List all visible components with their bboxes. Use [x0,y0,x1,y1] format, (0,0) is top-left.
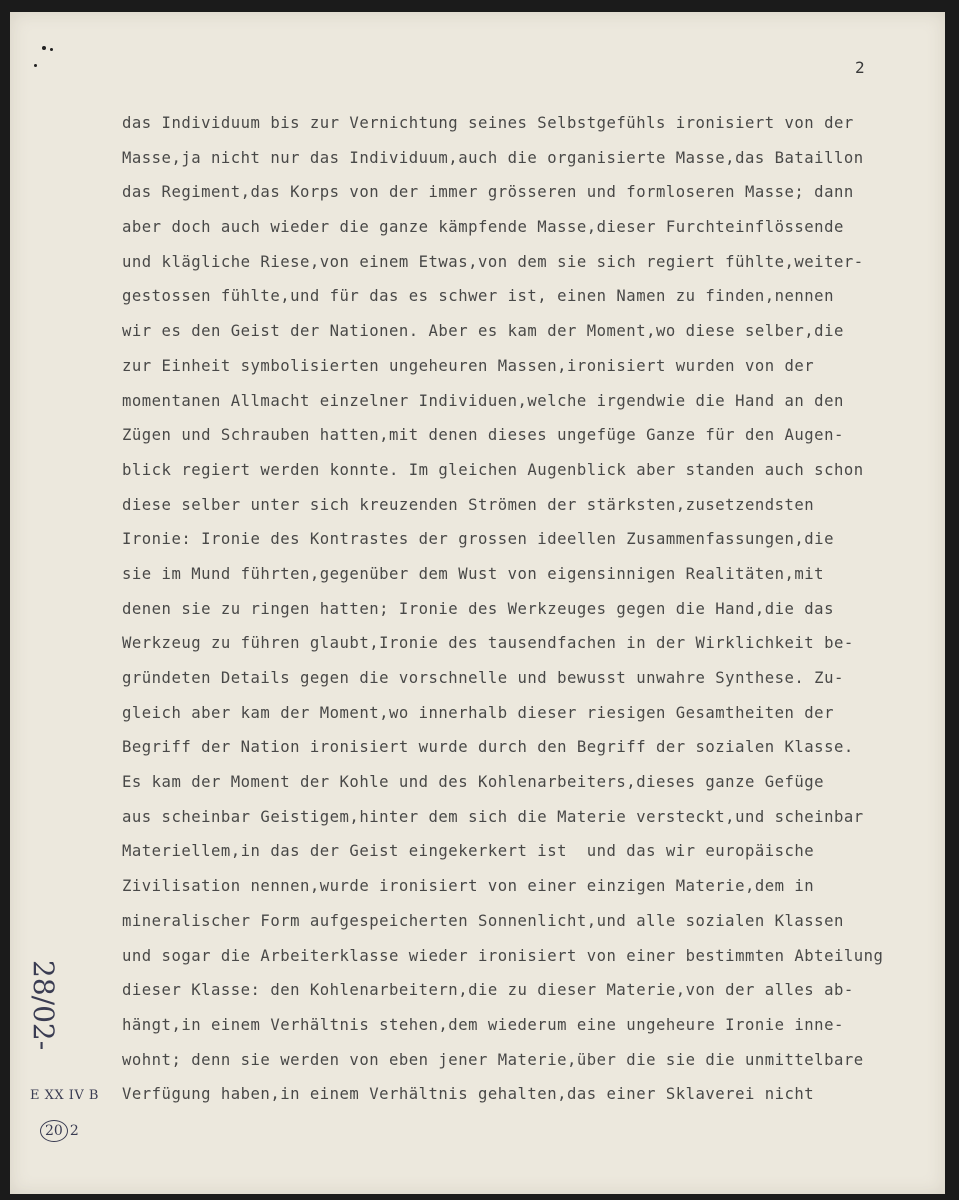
text-line: das Individuum bis zur Vernichtung seines Selbstgefühls ironisiert von der [122,114,854,132]
text-line: Werkzeug zu führen glaubt,Ironie des tausendfachen in der Wirklichkeit be- [122,634,854,653]
text-line: Es kam der Moment der Kohle und des Kohlenarbeiters,dieses ganze Gefüge [122,773,825,792]
text-line: zur Einheit symbolisierten ungeheuren Massen,ironisiert wurden von der [122,356,815,375]
text-line: Begriff der Nation ironisiert wurde durch den Begriff der sozialen Klasse. [122,738,854,757]
text-line: gründeten Details gegen die vorschnelle und bewusst unwahre Synthese. Zu- [122,669,844,687]
page-number: 2 [855,58,865,77]
text-line: Zügen und Schrauben hatten,mit denen dieses ungefüge Ganze für den Augen- [122,426,844,445]
text-line: aus scheinbar Geistigem,hinter dem sich die Materie versteckt,und scheinbar [122,807,864,826]
text-line: dieser Klasse: den Kohlenarbeitern,die zu dieser Materie,von der alles ab- [122,981,854,1000]
text-line: gestossen fühlte,und für das es schwer ist, einen Namen zu finden,nennen [122,287,834,306]
archive-signature-mark: E XX IV B [30,1088,99,1103]
archive-handwritten-number: 28/02- [27,960,60,1051]
text-line: hängt,in einem Verhältnis stehen,dem wiederum eine ungeheure Ironie inne- [122,1015,844,1034]
text-line: aber doch auch wieder die ganze kämpfende Masse,dieser Furchteinflössende [122,218,844,237]
text-line: diese selber unter sich kreuzenden Strömen der stärksten,zusetzendsten [122,495,815,514]
text-line: Masse,ja nicht nur das Individuum,auch die organisierte Masse,das Bataillon [122,148,864,167]
punch-mark [42,46,46,50]
text-line: Verfügung haben,in einem Verhältnis gehalten,das einer Sklaverei nicht [122,1085,815,1104]
text-line: denen sie zu ringen hatten; Ironie des Werkzeuges gegen die Hand,die das [122,599,834,618]
text-line: Ironie: Ironie des Kontrastes der grossen ideellen Zusammenfassungen,die [122,530,834,549]
typewritten-body [122,108,912,1114]
text-line: mineralischer Form aufgespeicherten Sonnenlicht,und alle sozialen Klassen [122,911,844,930]
text-line: wir es den Geist der Nationen. Aber es kam der Moment,wo diese selber,die [122,322,844,341]
archive-folio-mark [40,1120,79,1142]
text-line: wohnt; denn sie werden von eben jener Materie,über die sie die unmittelbare [122,1050,864,1069]
text-line: blick regiert werden konnte. Im gleichen Augenblick aber standen auch schon [122,460,864,479]
text-line: und sogar die Arbeiterklasse wieder ironisiert von einer bestimmten Abteilung [122,946,884,965]
folio-suffix: 2 [69,1123,79,1139]
folio-circled-number: 20 [40,1120,68,1142]
text-line: sie im Mund führten,gegenüber dem Wust von eigensinnigen Realitäten,mit [122,564,825,583]
text-line: momentanen Allmacht einzelner Individuen,welche irgendwie die Hand an den [122,391,844,410]
text-line: und klägliche Riese,von einem Etwas,von dem sie sich regiert fühlte,weiter- [122,252,864,271]
punch-mark [34,64,37,67]
text-line: Materiellem,in das der Geist eingekerkert ist und das wir europäische [122,842,815,861]
text-line: Zivilisation nennen,wurde ironisiert von einer einzigen Materie,dem in [122,877,815,896]
text-line: das Regiment,das Korps von der immer grösseren und formloseren Masse; dann [122,183,854,202]
text-line: gleich aber kam der Moment,wo innerhalb dieser riesigen Gesamtheiten der [122,703,834,722]
punch-mark [50,48,53,51]
